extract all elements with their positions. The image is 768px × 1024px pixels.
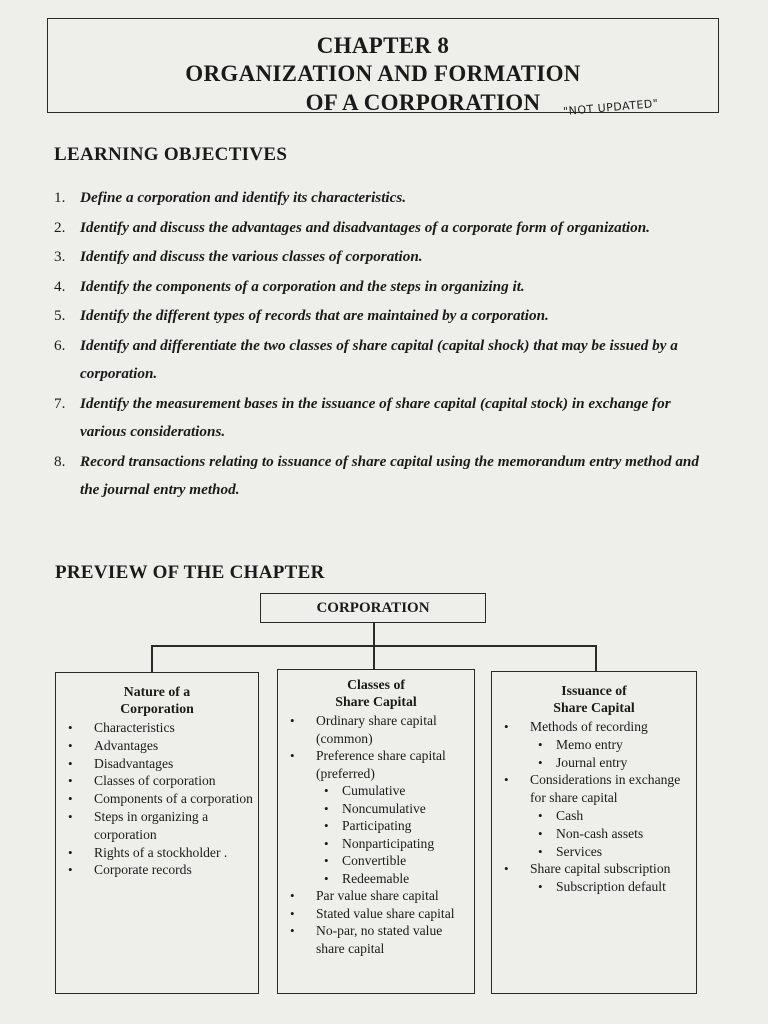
objective-item (48, 302, 713, 331)
objective-number: 5. (54, 307, 66, 324)
sub-list-item: • Non-cash assets (530, 825, 692, 843)
list-item (288, 747, 470, 887)
objective-number: 4. (54, 277, 66, 295)
list-item: • Components of a corporation (66, 790, 254, 808)
list-item (502, 718, 692, 771)
chapter-number: CHAPTER 8 (316, 33, 450, 58)
sub-list-item: • Nonparticipating (316, 835, 470, 853)
objective-text: Record transactions relating to issuance of share capital using the memorandum entry method and the journal entry method. (80, 452, 699, 498)
list-item-text: Considerations in exchange for share capital (530, 772, 681, 806)
column-heading-line: Share Capital (335, 694, 417, 709)
objective-item (48, 273, 713, 302)
chapter-title-box (47, 18, 719, 119)
list-item (502, 860, 692, 896)
sub-list-item: • Cash (530, 807, 692, 825)
chapter-title-line2: OF A CORPORATION (305, 90, 541, 115)
column-heading (56, 683, 258, 717)
objective-item (48, 390, 713, 447)
sub-list-item: • Participating (316, 817, 470, 835)
objective-item (48, 332, 713, 389)
sub-list (530, 736, 692, 772)
list-item: • Classes of corporation (66, 772, 254, 790)
objective-item (48, 243, 713, 272)
objective-number: 6. (54, 336, 66, 354)
objective-text: Identify the measurement bases in the issuance of share capital (capital stock) in exchange for various considerations. (80, 394, 671, 440)
column-heading-line: Nature of a (123, 684, 191, 699)
objective-text: Identify and discuss the various classes of corporation. (80, 248, 423, 265)
list-item: • Disadvantages (66, 755, 254, 773)
objective-number: 1. (54, 189, 66, 206)
objective-number: 2. (54, 218, 66, 236)
sub-list (316, 782, 470, 887)
connector-line (151, 645, 153, 672)
list-item-text: Share capital subscription (530, 861, 671, 877)
objective-text: Define a corporation and identify its characteristics. (80, 189, 407, 206)
issuance-of-share-capital-box (491, 671, 697, 994)
objective-number: 3. (54, 248, 66, 265)
sub-list-item: • Noncumulative (316, 800, 470, 818)
bullet-list (56, 719, 258, 879)
objective-item (48, 214, 713, 243)
sub-list-item: • Cumulative (316, 782, 470, 800)
objective-text: Identify the components of a corporation and the steps in organizing it. (80, 277, 525, 295)
objective-text: Identify the different types of records that are maintained by a corporation. (80, 307, 549, 324)
column-heading (492, 682, 696, 716)
list-item: • Par value share capital (288, 887, 470, 905)
column-heading (278, 676, 474, 710)
objective-text: Identify and discuss the advantages and disadvantages of a corporate form of organization. (80, 218, 650, 236)
classes-of-share-capital-box (277, 669, 475, 994)
objective-item (48, 448, 713, 505)
column-heading-line: Issuance of (561, 683, 627, 698)
list-item: • Stated value share capital (288, 905, 470, 923)
sub-list-item: • Journal entry (530, 754, 692, 772)
sub-list-item: • Redeemable (316, 870, 470, 888)
column-heading-line: Share Capital (553, 700, 635, 715)
learning-objectives-heading: LEARNING OBJECTIVES (54, 144, 288, 165)
objectives-list (48, 184, 713, 506)
connector-line (373, 645, 375, 669)
list-item: • Rights of a stockholder . (66, 844, 254, 862)
list-item (502, 771, 692, 860)
column-heading-line: Classes of (347, 677, 405, 692)
sub-list-item: • Convertible (316, 852, 470, 870)
list-item: • Ordinary share capital (common) (288, 712, 470, 747)
connector-line (595, 645, 597, 671)
sub-list-item: • Subscription default (530, 878, 692, 896)
sub-list (530, 878, 692, 896)
column-heading-line: Corporation (120, 701, 194, 716)
list-item: • No-par, no stated value share capital (288, 922, 470, 957)
bullet-list (492, 718, 696, 896)
chapter-title-line1: ORGANIZATION AND FORMATION (185, 61, 581, 86)
list-item: • Characteristics (66, 719, 254, 737)
bullet-list (278, 712, 474, 957)
sub-list-item: • Memo entry (530, 736, 692, 754)
list-item: • Advantages (66, 737, 254, 755)
list-item-text: Methods of recording (530, 719, 648, 734)
preview-heading: PREVIEW OF THE CHAPTER (55, 562, 325, 583)
connector-line (373, 623, 375, 645)
list-item: • Steps in organizing a corporation (66, 808, 254, 844)
sub-list (530, 807, 692, 860)
objective-text: Identify and differentiate the two classes of share capital (capital shock) that may be issued by a corporation. (80, 336, 678, 382)
objective-number: 7. (54, 394, 66, 412)
corporation-root-box: CORPORATION (260, 593, 486, 623)
list-item-text: Preference share capital (preferred) (316, 748, 446, 781)
list-item: • Corporate records (66, 861, 254, 879)
objective-number: 8. (54, 452, 66, 470)
objective-item (48, 184, 713, 213)
sub-list-item: • Services (530, 843, 692, 861)
handwritten-note: "NOT UPDATED" (562, 96, 659, 119)
nature-of-corporation-box (55, 672, 259, 994)
